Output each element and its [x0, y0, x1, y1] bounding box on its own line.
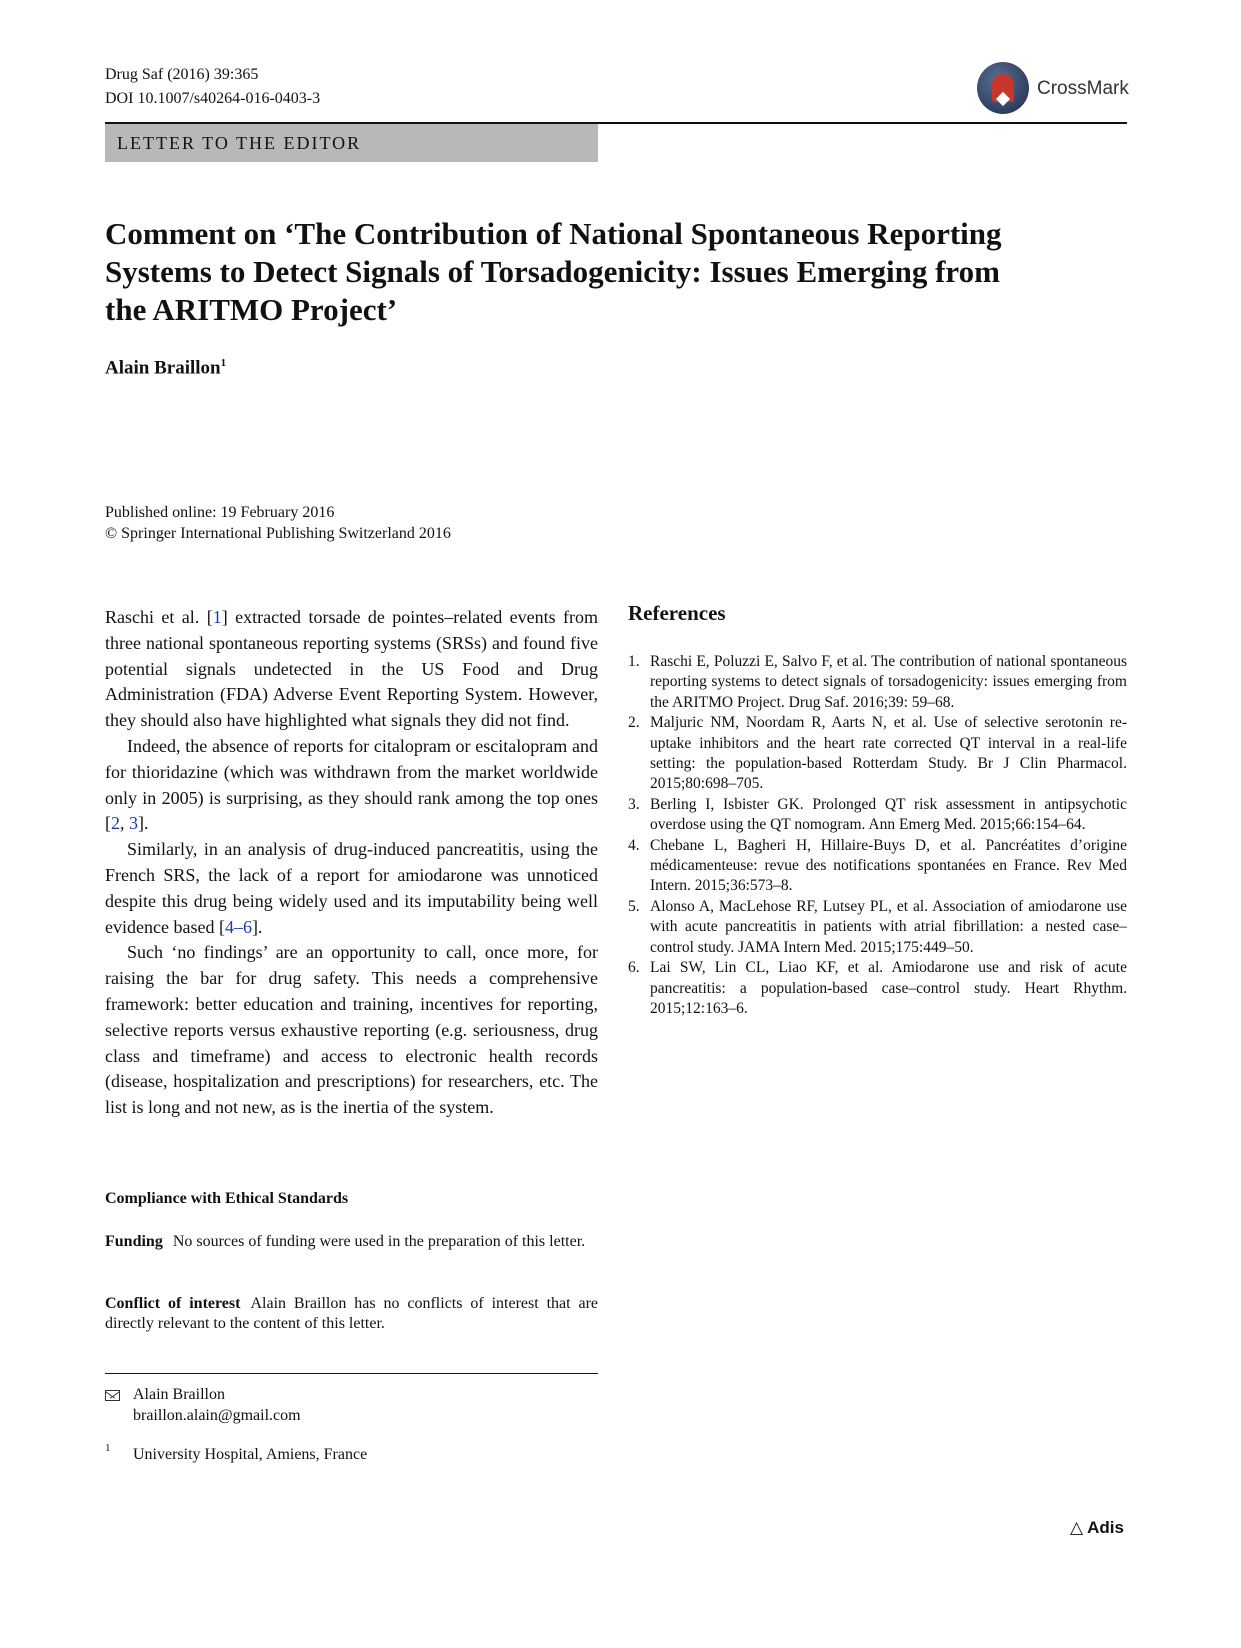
coi-label: Conflict of interest	[105, 1295, 241, 1312]
citation-link[interactable]: 2	[111, 813, 120, 834]
published-date: Published online: 19 February 2016	[105, 504, 335, 521]
reference-number: 4.	[628, 836, 640, 854]
reference-item	[628, 795, 1127, 836]
corresponding-author-email[interactable]: braillon.alain@gmail.com	[133, 1407, 301, 1424]
conflict-of-interest-statement	[105, 1294, 598, 1334]
reference-number: 1.	[628, 653, 640, 670]
publisher-name: Adis	[1087, 1518, 1124, 1537]
citation-link[interactable]: 3	[129, 813, 138, 834]
reference-number: 2.	[628, 714, 640, 732]
paragraph: Raschi et al. [1] extracted torsade de pointes–related events from three national spontaneous reporting systems (SRSs) and found five potential signals undetected in the US Food and Drug Administration (FDA) Adverse Event Reporting System. However, they should also have highlighted what signals they did not find.	[105, 607, 598, 731]
crossmark-label: CrossMark	[1037, 78, 1129, 99]
journal-reference: Drug Saf (2016) 39:365	[105, 66, 259, 83]
crossmark-badge[interactable]	[977, 60, 1127, 120]
footnote-rule	[105, 1373, 598, 1374]
corresponding-author-name: Alain Braillon	[133, 1386, 225, 1403]
crossmark-icon	[977, 62, 1029, 114]
citation-link[interactable]: 4–6	[224, 916, 252, 937]
funding-label: Funding	[105, 1233, 163, 1250]
reference-item	[628, 652, 1127, 713]
citation-link[interactable]: 1	[212, 607, 222, 627]
doi[interactable]: DOI 10.1007/s40264-016-0403-3	[105, 90, 321, 107]
compliance-heading: Compliance with Ethical Standards	[105, 1190, 349, 1207]
paragraph: Indeed, the absence of reports for citalopram or escitalopram and for thioridazine (which was withdrawn from the market worldwide only in 2005) is surprising, as they should rank among the top ones [2, 3].	[105, 735, 598, 834]
reference-text: Maljuric NM, Noordam R, Aarts N, et al. Use of selective serotonin re-uptake inhibitors and the heart rate corrected QT interval in a real-life setting: the population-based Rotterdam Study. Br J Clin Pharmacol. 2015;80:698–705.	[650, 714, 1127, 793]
affiliation: University Hospital, Amiens, France	[133, 1446, 368, 1463]
copyright: © Springer International Publishing Switzerland 2016	[105, 525, 451, 542]
reference-item	[628, 713, 1127, 795]
triangle-icon: △	[1070, 1518, 1084, 1537]
reference-text: Chebane L, Bagheri H, Hillaire-Buys D, et al. Pancréatites d’origine médicamenteuse: revue des notifications spontanées en France. Rev Med Intern. 2015;36:573–8.	[650, 836, 1127, 895]
paragraph: Similarly, in an analysis of drug-induced pancreatitis, using the French SRS, the lack of a report for amiodarone was unnoticed despite this drug being widely used and its imputability being well evidence based [4–6].	[105, 839, 598, 937]
funding-statement	[105, 1232, 598, 1252]
reference-item	[628, 836, 1127, 897]
reference-item	[628, 897, 1127, 958]
reference-text: Lai SW, Lin CL, Liao KF, et al. Amiodarone use and risk of acute pancreatitis: a population-based case–control study. Heart Rhythm. 2015;12:163–6.	[650, 959, 1127, 1017]
author-affiliation-mark: 1	[220, 357, 227, 369]
reference-item	[628, 958, 1127, 1019]
paragraph: Such ‘no findings’ are an opportunity to call, once more, for raising the bar for drug safety. This needs a comprehensive framework: better education and training, incentives for reporting, selective reports versus exhaustive reporting (e.g. seriousness, drug class and timeframe) and access to electronic health records (disease, hospitalization and prescriptions) for researchers, etc. The list is long and not new, as is the inertia of the system.	[105, 942, 598, 1118]
affiliation-number: 1	[105, 1442, 111, 1454]
reference-number: 6.	[628, 959, 640, 977]
reference-text: Berling I, Isbister GK. Prolonged QT risk assessment in antipsychotic overdose using the QT nomogram. Ann Emerg Med. 2015;66:154–64.	[650, 795, 1127, 834]
coi-text: Alain Braillon has no conflicts of interest that are directly relevant to the content of this letter.	[105, 1295, 598, 1332]
article-title: Comment on ‘The Contribution of National Spontaneous Reporting Systems to Detect Signals of Torsadogenicity: Issues Emerging from the ARITMO Project’	[105, 216, 1002, 327]
reference-text: Raschi E, Poluzzi E, Salvo F, et al. The contribution of national spontaneous reporting systems to detect signals of torsadogenicity: issues emerging from the ARITMO Project. Drug Saf. 2016;39: 59–68.	[650, 653, 1127, 711]
references-heading: References	[628, 601, 726, 625]
funding-text: No sources of funding were used in the preparation of this letter.	[172, 1233, 586, 1250]
author	[105, 357, 226, 379]
body-text	[105, 605, 598, 1121]
envelope-icon	[105, 1390, 120, 1401]
publisher-logo	[1070, 1518, 1124, 1538]
reference-text: Alonso A, MacLehose RF, Lutsey PL, et al. Association of amiodarone use with acute pancreatitis in patients with atrial fibrillation: a nested case–control study. JAMA Intern Med. 2015;175:449–50.	[650, 897, 1127, 956]
section-label: LETTER TO THE EDITOR	[105, 124, 598, 162]
reference-number: 5.	[628, 897, 640, 915]
reference-number: 3.	[628, 795, 640, 813]
author-name: Alain Braillon	[105, 357, 221, 379]
reference-list	[628, 652, 1127, 1019]
